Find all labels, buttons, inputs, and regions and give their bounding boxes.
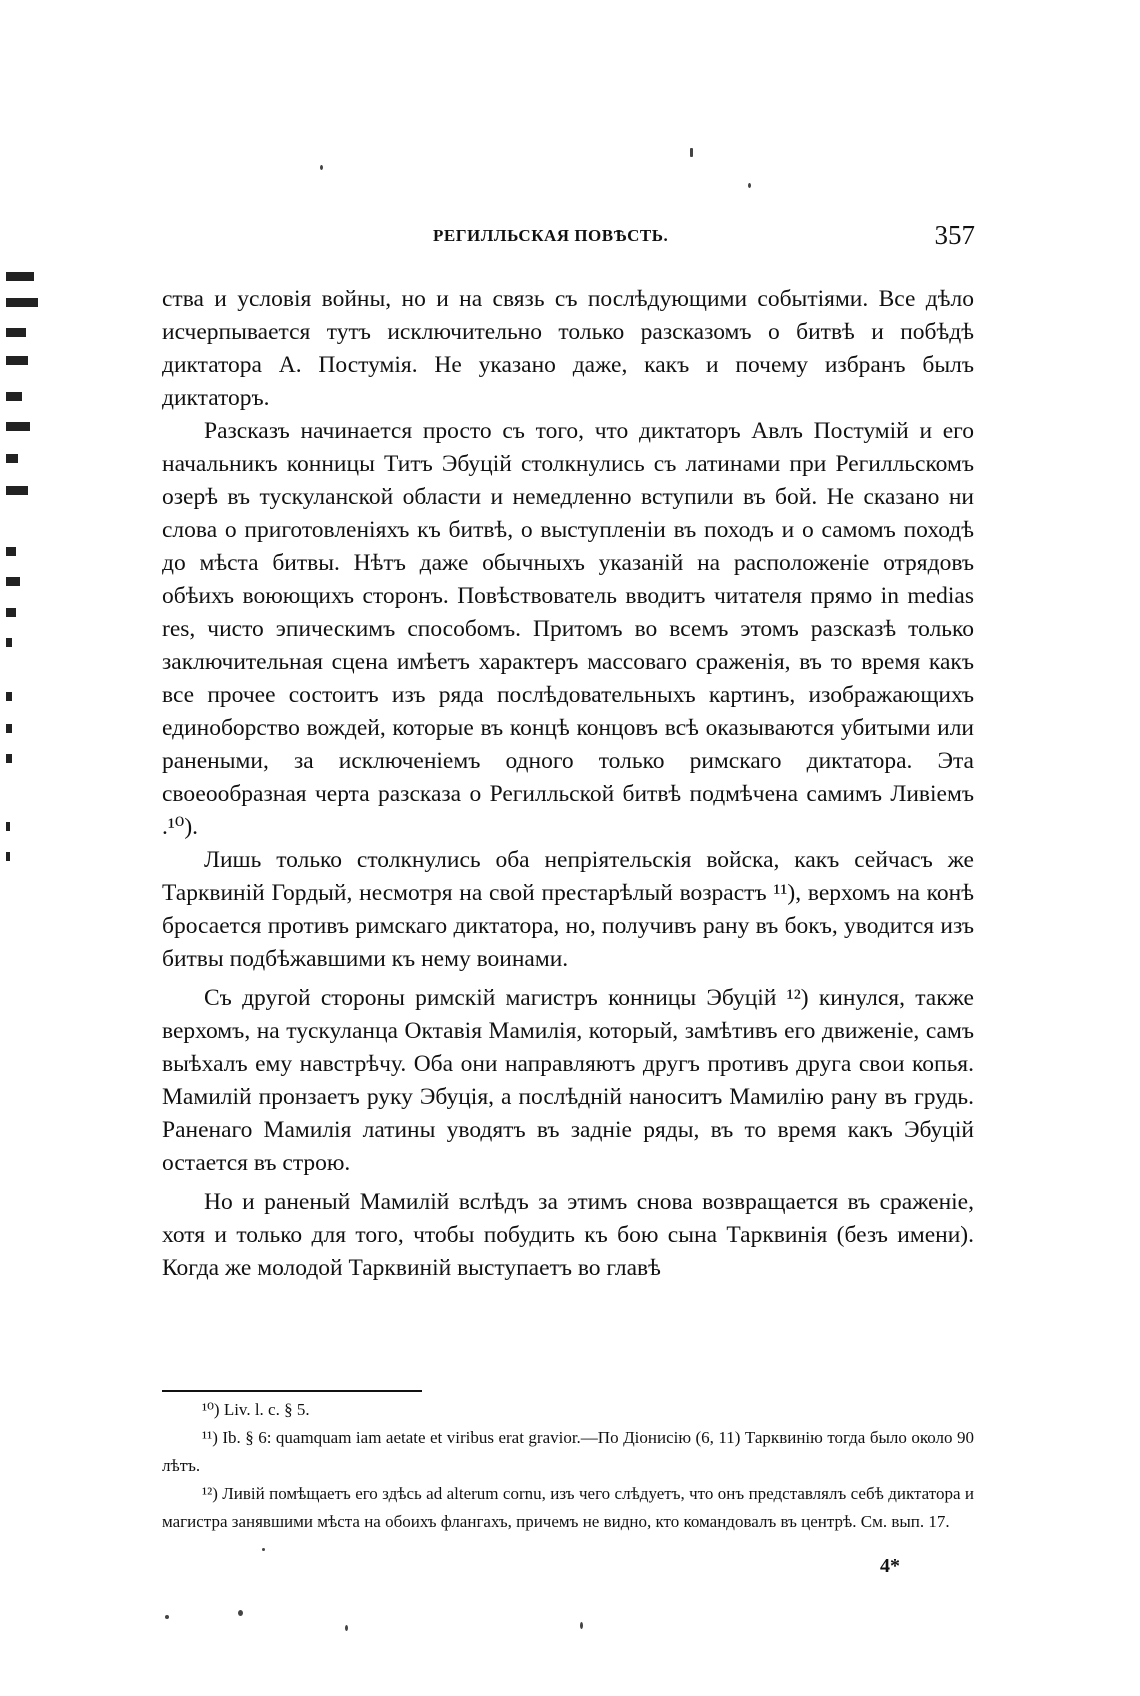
- paragraph: Но и раненый Мамилій вслѣдъ за этимъ снова возвращается въ сраженіе, хотя и только для того, чтобы побудить къ бою сына Тарквинія (безъ имени). Когда же молодой Тарквиній выступаетъ во главѣ: [162, 1189, 974, 1281]
- print-speck: [165, 1615, 169, 1619]
- bleed-through-margin-marks: [0, 272, 44, 952]
- footnote-divider: [162, 1390, 422, 1392]
- running-title: РЕГИЛЛЬСКАЯ ПОВѢСТЬ.: [433, 226, 669, 245]
- footnote: ¹⁰) Liv. l. c. § 5.: [202, 1400, 310, 1419]
- footnotes: [162, 1396, 974, 1536]
- running-header: [160, 222, 975, 258]
- print-speck: [262, 1548, 265, 1551]
- footnote: ¹²) Ливій помѣщаетъ его здѣсь ad alterum cornu, изъ чего слѣдуетъ, что онъ представлялъ себѣ диктатора и магистра занявшими мѣста на обоихъ флангахъ, причемъ не видно, кто командовалъ въ центрѣ. См. вып. 17.: [162, 1484, 974, 1531]
- page-number: 357: [934, 220, 975, 250]
- paragraph: Разсказъ начинается просто съ того, что диктаторъ Авлъ Постумій и его начальникъ конницы Титъ Эбуцій столкнулись съ латинами при Регилльскомъ озерѣ въ тускуланской области и немедленно вступили въ бой. Не сказано ни слова о приготовленіяхъ къ битвѣ, о выступленіи въ походъ и о самомъ походѣ до мѣста битвы. Нѣтъ даже обычныхъ указаній на расположеніе отрядовъ обѣихъ воюющихъ сторонъ. Повѣствователь вводитъ читателя прямо in medias res, чисто эпическимъ способомъ. Притомъ во всемъ этомъ разсказѣ только заключительная сцена имѣетъ характеръ массоваго сраженія, въ то время какъ все прочее состоитъ изъ ряда послѣдовательныхъ картинъ, изображающихъ единоборство вождей, которые въ концѣ концовъ всѣ оказываются убитыми или ранеными, за исключеніемъ одного только римскаго диктатора. Эта своеообразная черта разсказа о Регилльской битвѣ подмѣчена самимъ Ливіемъ .¹⁰).: [162, 418, 974, 840]
- paragraph: ства и условія войны, но и на связь съ послѣдующими событіями. Все дѣло исчерпывается тутъ исключительно только разсказомъ о битвѣ и побѣдѣ диктатора А. Постумія. Не указано даже, какъ и почему избранъ былъ диктаторъ.: [162, 286, 974, 411]
- paragraph: Съ другой стороны римскій магистръ конницы Эбуцій ¹²) кинулся, также верхомъ, на тускуланца Октавія Мамилія, который, замѣтивъ его движеніе, самъ выѣхалъ ему навстрѣчу. Оба они направляютъ другъ противъ друга свои копья. Мамилій пронзаетъ руку Эбуція, а послѣдній наноситъ Мамилію рану въ грудь. Раненаго Мамилія латины уводятъ въ задніе ряды, въ то время какъ Эбуцій остается въ строю.: [162, 985, 974, 1176]
- print-speck: [580, 1622, 583, 1629]
- print-speck: [345, 1625, 348, 1631]
- print-speck: [238, 1610, 243, 1616]
- main-text: [162, 283, 974, 1285]
- paragraph: Лишь только столкнулись оба непріятельскія войска, какъ сейчасъ же Тарквиній Гордый, несмотря на свой престарѣлый возрастъ ¹¹), верхомъ на конѣ бросается противъ римскаго диктатора, но, получивъ рану въ бокъ, уводится изъ битвы подбѣжавшими къ нему воинами.: [162, 847, 974, 972]
- print-speck: [690, 148, 693, 157]
- footnote: ¹¹) Ib. § 6: quamquam iam aetate et viribus erat gravior.—По Діонисію (6, 11) Тарквинію тогда было около 90 лѣтъ.: [162, 1428, 974, 1475]
- print-speck: [748, 183, 751, 188]
- print-speck: [320, 165, 323, 170]
- printer-signature-mark: 4*: [880, 1555, 900, 1577]
